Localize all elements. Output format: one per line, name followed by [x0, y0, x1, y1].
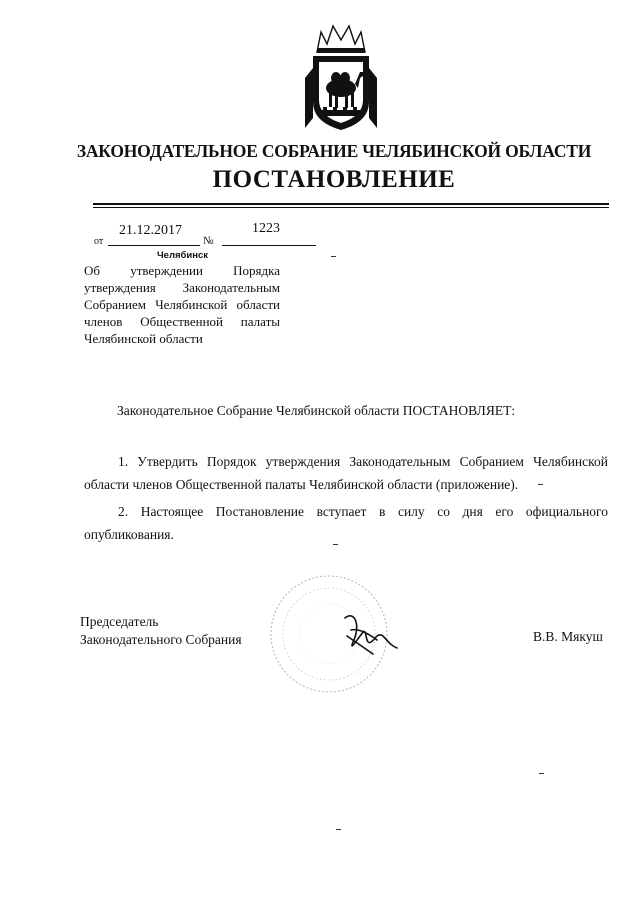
date-underline [108, 245, 200, 246]
item-text-line: области членов Общественной палаты Челябинской области (приложение). [84, 477, 519, 492]
document-type-heading: ПОСТАНОВЛЕНИЕ [212, 166, 456, 193]
item-text-line: 1. Утвердить Порядок утверждения Законодательным Собранием Челябинской [118, 454, 608, 469]
city-label: Челябинск [157, 250, 209, 261]
signer-name: В.В. Мякуш [533, 629, 603, 644]
signer-title-line: Председатель [80, 614, 159, 629]
item-text-line: 2. Настоящее Постановление вступает в силу со дня его официального [118, 504, 608, 519]
item-text-line: опубликования. [84, 527, 174, 542]
scan-speck [331, 256, 336, 257]
handwritten-signature [345, 616, 397, 654]
resolution-item-1 [84, 450, 608, 496]
crown-icon [317, 26, 365, 53]
resolution-item-2 [84, 500, 608, 546]
organization-title: ЗАКОНОДАТЕЛЬНОЕ СОБРАНИЕ ЧЕЛЯБИНСКОЙ ОБЛАСТИ [76, 141, 592, 161]
signer-title [80, 613, 242, 649]
document-date: 21.12.2017 [119, 223, 182, 238]
official-stamp [265, 570, 405, 700]
subject-line: Собранием Челябинской области [84, 297, 280, 312]
document-subject [84, 262, 280, 347]
scan-speck [333, 544, 338, 545]
subject-line: Челябинской области [84, 331, 203, 346]
scan-speck [539, 773, 544, 774]
scan-speck [538, 484, 543, 485]
subject-line: членов Общественной палаты [84, 314, 280, 329]
document-number: 1223 [252, 221, 280, 236]
number-underline [222, 245, 316, 246]
scan-speck [336, 829, 341, 830]
preamble: Законодательное Собрание Челябинской области ПОСТАНОВЛЯЕТ: [117, 403, 516, 418]
date-label: от [94, 236, 104, 247]
signer-title-line: Законодательного Собрания [80, 632, 242, 647]
subject-line: утверждения Законодательным [84, 280, 280, 295]
header-rule-thin [93, 207, 609, 208]
header-rule-thick [93, 203, 609, 205]
coat-of-arms-emblem [303, 18, 379, 136]
number-label: № [203, 235, 214, 247]
subject-line: Об утверждении Порядка [84, 263, 280, 278]
